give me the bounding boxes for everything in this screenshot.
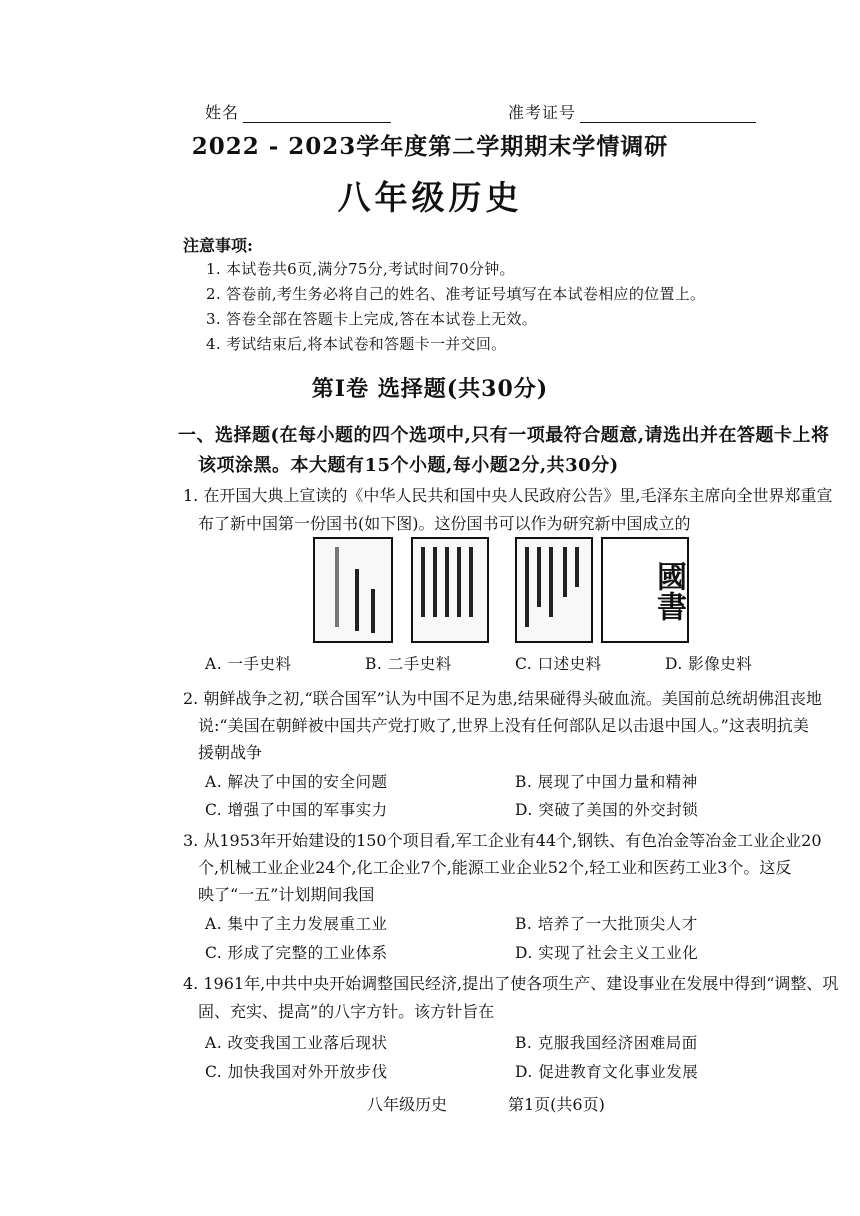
subject-title: 八年级历史 — [337, 178, 523, 217]
note-item: 2. 答卷前,考生务必将自己的姓名、准考证号填写在本试卷相应的位置上。 — [206, 285, 706, 303]
option-a[interactable]: A. 集中了主力发展重工业 — [205, 915, 388, 933]
question-line: 映了“一五”计划期间我国 — [198, 885, 375, 904]
section-title: 第Ⅰ卷 选择题(共30分) — [311, 376, 549, 402]
guoshu-cover-text: 國書 — [651, 561, 686, 621]
instruction-line: 该项涂黑。本大题有15个小题,每小题2分,共30分) — [198, 455, 619, 476]
question-line: 说:“美国在朝鲜被中国共产党打败了,世界上没有任何部队足以击退中国人。”这表明抗美 — [198, 716, 809, 735]
option-b[interactable]: B. 培养了一大批顶尖人才 — [515, 915, 698, 933]
note-item: 4. 考试结束后,将本试卷和答题卡一并交回。 — [206, 335, 507, 353]
option-c[interactable]: C. 增强了中国的军事实力 — [205, 801, 388, 819]
guoshu-page-image — [515, 537, 593, 643]
question-line: 1. 在开国大典上宣读的《中华人民共和国中央人民政府公告》里,毛泽东主席向全世界郑重宣 — [183, 486, 833, 505]
question-line: 个,机械工业企业24个,化工企业7个,能源工业企业52个,轻工业和医药工业3个。这反 — [198, 858, 792, 877]
exam-title: 2022 - 2023学年度第二学期期末学情调研 — [191, 133, 669, 160]
name-field — [205, 100, 391, 123]
option-c[interactable]: C. 口述史料 — [515, 655, 602, 673]
footer-subject: 八年级历史 — [367, 1095, 448, 1114]
option-b[interactable]: B. 二手史料 — [365, 655, 452, 673]
note-item: 3. 答卷全部在答题卡上完成,答在本试卷上无效。 — [206, 310, 538, 328]
option-a[interactable]: A. 解决了中国的安全问题 — [205, 773, 388, 791]
note-item: 1. 本试卷共6页,满分75分,考试时间70分钟。 — [206, 260, 515, 278]
option-c[interactable]: C. 形成了完整的工业体系 — [205, 944, 388, 962]
question-line: 援朝战争 — [198, 743, 263, 762]
exam-id-label: 准考证号 — [508, 103, 577, 122]
guoshu-page-image — [313, 537, 393, 643]
question-line: 固、充实、提高”的八字方针。该方针旨在 — [198, 1002, 495, 1021]
exam-id-field — [508, 100, 756, 123]
option-d[interactable]: D. 影像史料 — [665, 655, 753, 673]
instruction-line: 一、选择题(在每小题的四个选项中,只有一项最符合题意,请选出并在答题卡上将 — [178, 425, 830, 446]
option-c[interactable]: C. 加快我国对外开放步伐 — [205, 1063, 388, 1081]
option-b[interactable]: B. 展现了中国力量和精神 — [515, 773, 698, 791]
name-label: 姓名 — [205, 103, 240, 122]
option-d[interactable]: D. 实现了社会主义工业化 — [515, 944, 699, 962]
notes-heading: 注意事项: — [183, 236, 253, 255]
question-line: 布了新中国第一份国书(如下图)。这份国书可以作为研究新中国成立的 — [198, 514, 691, 533]
exam-id-blank[interactable] — [580, 104, 756, 123]
guoshu-page-image — [411, 537, 489, 643]
option-a[interactable]: A. 改变我国工业落后现状 — [205, 1034, 388, 1052]
option-b[interactable]: B. 克服我国经济困难局面 — [515, 1034, 698, 1052]
question-line: 3. 从1953年开始建设的150个项目看,军工企业有44个,钢铁、有色冶金等冶金工业企业20 — [183, 831, 822, 850]
question-line: 4. 1961年,中共中央开始调整国民经济,提出了使各项生产、建设事业在发展中得到“调整、巩 — [183, 974, 839, 993]
question-line: 2. 朝鲜战争之初,“联合国军”认为中国不足为患,结果碰得头破血流。美国前总统胡佛沮丧地 — [183, 689, 822, 708]
option-d[interactable]: D. 促进教育文化事业发展 — [515, 1063, 699, 1081]
option-a[interactable]: A. 一手史料 — [205, 655, 292, 673]
name-blank[interactable] — [243, 104, 391, 123]
guoshu-cover-image — [601, 537, 689, 643]
option-d[interactable]: D. 突破了美国的外交封锁 — [515, 801, 699, 819]
footer-page-number: 第1页(共6页) — [508, 1095, 605, 1114]
